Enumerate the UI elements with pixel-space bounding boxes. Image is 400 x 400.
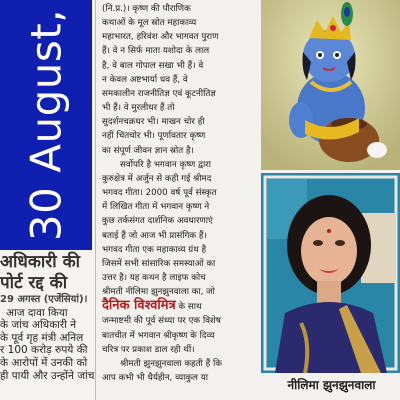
article-line: सुदर्शनचक्रधर भी। माखन चोर ही	[102, 117, 205, 128]
left-dateline: 29 अगस्त (एजेंसियां)।	[0, 294, 88, 305]
article-line: भगवद गीता। 2000 वर्ष पूर्व संस्कृत	[102, 188, 217, 199]
left-line: के जांच अधिकारी ने	[0, 319, 77, 332]
newspaper-brand: दैनिक विश्वमित्र	[102, 298, 176, 314]
column-divider	[95, 0, 96, 400]
article-line: श्रीमती नीलिमा झुनझुनवाला का, जो	[102, 287, 215, 298]
date-banner	[0, 0, 92, 250]
article-line: बताई हैं जो आज भी प्रासंगिक हैं।	[102, 230, 207, 241]
article-line-cut: आप कभी भी धैर्यहीन, व्याकुल या	[102, 373, 208, 384]
date-text: 30 August,	[21, 8, 71, 242]
left-headline-2: पोर्ट रद्द की	[0, 273, 68, 293]
article-line: महाभारत, हरिवंश और भागवत पुराण	[102, 32, 219, 43]
left-line: ही पायी और उन्होंने जांच	[0, 369, 95, 382]
article-line: नहीं चितचोर भी। पूर्णावतार कृष्ण	[102, 131, 206, 142]
left-headline-1: अधिकारी की	[0, 252, 81, 272]
article-line: बातचीत में भगवान श्रीकृष्ण के दिव्य	[102, 330, 215, 341]
article-line: न केवल अष्टभार्या धव हैं, वे	[102, 74, 188, 85]
article-line: जन्माष्टमी की पूर्व संध्या पर एक विशेष	[102, 316, 221, 327]
left-line: के पूर्व गृह मंत्री अनिल	[0, 331, 84, 344]
left-line: र 100 करोड़ रुपये की	[0, 344, 88, 357]
article-line: हैं। वे न सिर्फ माता यशोदा के लाल	[102, 46, 210, 57]
article-line: श्रीमती झुनझुनवाला कहती हैं कि	[120, 358, 222, 369]
article-line: कुछ तर्कसंगत दार्शनिक अवधारणाएं	[102, 216, 213, 227]
article-line: उत्तर है। यह कथन है लाइफ कोच	[102, 272, 206, 283]
krishna-illustration	[261, 0, 400, 170]
article-line: सर्वोपरि है भगवान कृष्ण द्वारा	[120, 159, 212, 170]
article-line: चरित्र पर प्रकाश डाल रही थीं।	[102, 344, 195, 355]
article-line: है, वे बाल गोपाल सखा भी हैं। वे	[102, 60, 204, 71]
left-line: आज दावा किया	[6, 306, 68, 319]
article-line: भी हैं। वे मुरलीधर हैं तो	[102, 103, 175, 114]
article-line: समकालीन राजनीतिज्ञ एवं कूटनीतिज्ञ	[102, 88, 216, 99]
article-line: कुरुक्षेत्र में अर्जुन से कही गई श्रीमद	[102, 173, 212, 184]
left-line: के आरोपों में उनकी को	[0, 356, 88, 369]
krishna-icon	[261, 0, 400, 170]
portrait-icon	[261, 173, 400, 373]
photo-caption: नीलिमा झुनझुनवाला	[287, 378, 376, 392]
article-line: का संपूर्ण जीवन ज्ञान स्रोत है।	[102, 145, 194, 156]
article-line: जिसमें सभी सांसारिक समस्याओं का	[102, 258, 216, 269]
article-line: (नि.प्र.)। कृष्ण की पौराणिक	[102, 4, 191, 14]
brand-suffix: के साथ	[175, 302, 202, 313]
left-column-text	[0, 252, 95, 382]
article-line: कथाओं के मूल स्रोत महाकाव्य	[102, 18, 197, 29]
article-line: में लिखित गीता में भगवान कृष्ण ने	[102, 202, 210, 213]
article-line: भगवद गीता एक महाकाव्य ग्रंथ है	[102, 244, 207, 255]
article-body	[102, 2, 258, 385]
author-photo	[261, 173, 400, 373]
article-brand-line	[102, 299, 258, 314]
